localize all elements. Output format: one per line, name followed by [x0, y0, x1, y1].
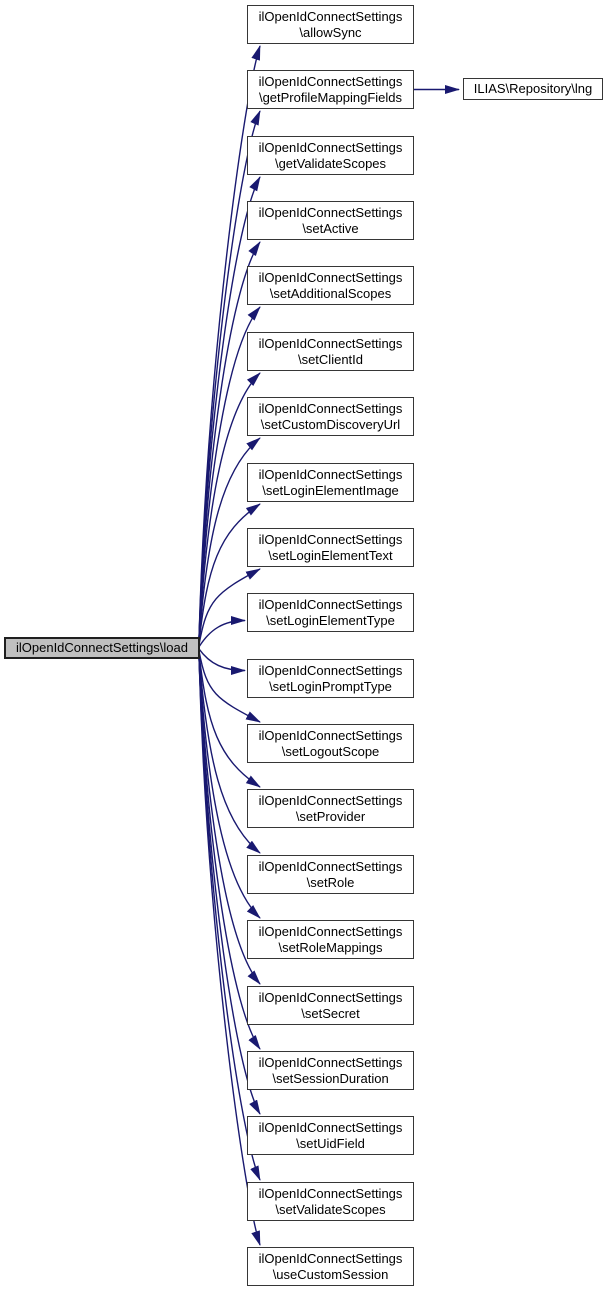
- node-set-logout-scope[interactable]: [247, 724, 414, 763]
- node-class-label: ilOpenIdConnectSettings: [258, 727, 403, 743]
- node-get-validate-scopes[interactable]: [247, 136, 414, 175]
- node-method-label: \setLogoutScope: [281, 743, 380, 759]
- node-method-label: \setSessionDuration: [272, 1070, 389, 1086]
- node-ilias-repository-lng[interactable]: [463, 78, 603, 100]
- node-method-label: \setSecret: [301, 1005, 360, 1021]
- node-class-label: ilOpenIdConnectSettings: [258, 858, 403, 874]
- node-use-custom-session[interactable]: [247, 1247, 414, 1286]
- node-set-role[interactable]: [247, 855, 414, 894]
- node-set-secret[interactable]: [247, 986, 414, 1025]
- node-method-label: \setCustomDiscoveryUrl: [260, 416, 401, 432]
- node-method-label: \setClientId: [297, 351, 364, 367]
- node-method-label: \setProvider: [295, 808, 366, 824]
- node-method-label: \setLoginElementImage: [262, 482, 399, 498]
- node-method-label: \getProfileMappingFields: [258, 89, 403, 105]
- node-method-label: \allowSync: [299, 24, 362, 40]
- node-class-label: ilOpenIdConnectSettings: [258, 1185, 403, 1201]
- node-method-label: \useCustomSession: [272, 1266, 389, 1282]
- call-edge: [199, 621, 245, 647]
- node-set-client-id[interactable]: [247, 332, 414, 371]
- node-allow-sync[interactable]: [247, 5, 414, 44]
- node-method-label: \setLoginElementType: [266, 612, 395, 628]
- node-class-label: ilOpenIdConnectSettings: [258, 269, 403, 285]
- node-class-label: ilOpenIdConnectSettings: [258, 989, 403, 1005]
- node-label: ILIAS\Repository\lng: [473, 81, 593, 96]
- node-set-active[interactable]: [247, 201, 414, 240]
- node-method-label: \getValidateScopes: [274, 155, 387, 171]
- node-method-label: \setRole: [306, 874, 355, 890]
- node-class-label: ilOpenIdConnectSettings: [258, 662, 403, 678]
- node-set-role-mappings[interactable]: [247, 920, 414, 959]
- node-class-label: ilOpenIdConnectSettings: [258, 1250, 403, 1266]
- node-class-label: ilOpenIdConnectSettings: [258, 73, 403, 89]
- node-class-label: ilOpenIdConnectSettings: [258, 1119, 403, 1135]
- node-set-uid-field[interactable]: [247, 1116, 414, 1155]
- node-set-custom-discovery-url[interactable]: [247, 397, 414, 436]
- node-class-label: ilOpenIdConnectSettings: [258, 400, 403, 416]
- node-method-label: \setActive: [302, 220, 359, 236]
- node-set-login-prompt-type[interactable]: [247, 659, 414, 698]
- node-method-label: \setLoginElementText: [268, 547, 393, 563]
- node-set-login-element-type[interactable]: [247, 593, 414, 632]
- node-set-login-element-text[interactable]: [247, 528, 414, 567]
- node-set-login-element-image[interactable]: [247, 463, 414, 502]
- node-class-label: ilOpenIdConnectSettings: [258, 466, 403, 482]
- node-class-label: ilOpenIdConnectSettings: [258, 204, 403, 220]
- node-label: ilOpenIdConnectSettings\load: [15, 640, 188, 655]
- node-method-label: \setRoleMappings: [278, 939, 383, 955]
- node-set-provider[interactable]: [247, 789, 414, 828]
- node-class-label: ilOpenIdConnectSettings: [258, 792, 403, 808]
- node-class-label: ilOpenIdConnectSettings: [258, 335, 403, 351]
- node-class-label: ilOpenIdConnectSettings: [258, 923, 403, 939]
- node-class-label: ilOpenIdConnectSettings: [258, 8, 403, 24]
- node-set-session-duration[interactable]: [247, 1051, 414, 1090]
- node-method-label: \setValidateScopes: [275, 1201, 386, 1217]
- node-class-label: ilOpenIdConnectSettings: [258, 1054, 403, 1070]
- call-edge: [199, 649, 245, 671]
- node-class-label: ilOpenIdConnectSettings: [258, 139, 403, 155]
- node-set-additional-scopes[interactable]: [247, 266, 414, 305]
- node-load[interactable]: [4, 637, 200, 659]
- node-get-profile-mapping-fields[interactable]: [247, 70, 414, 109]
- node-method-label: \setUidField: [296, 1135, 365, 1151]
- node-method-label: \setAdditionalScopes: [269, 285, 392, 301]
- node-method-label: \setLoginPromptType: [269, 678, 392, 694]
- node-class-label: ilOpenIdConnectSettings: [258, 531, 403, 547]
- node-set-validate-scopes[interactable]: [247, 1182, 414, 1221]
- node-class-label: ilOpenIdConnectSettings: [258, 596, 403, 612]
